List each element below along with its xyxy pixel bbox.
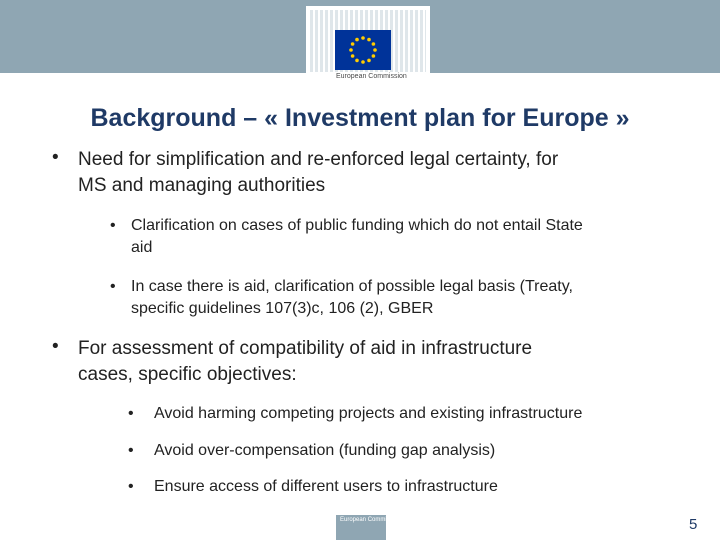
sub-bullet-item xyxy=(128,476,694,498)
bullet-item-1 xyxy=(52,147,678,199)
bullet-text-line: For assessment of compatibility of aid in infrastructure xyxy=(78,338,533,359)
bullet-text-line: MS and managing authorities xyxy=(78,175,326,196)
bullet-text-line: cases, specific objectives: xyxy=(78,364,297,385)
sub-bullet-item xyxy=(110,276,691,320)
bullet-text-line: Need for simplification and re-enforced legal certainty, for xyxy=(78,149,559,170)
sub-bullet-item xyxy=(110,215,691,259)
bullet-marker: • xyxy=(52,147,59,168)
page-number: 5 xyxy=(689,516,698,533)
sub-bullet-text-line: aid xyxy=(131,239,153,256)
footer-logo xyxy=(336,515,401,540)
bullet-marker: • xyxy=(52,336,59,357)
logo-text: European Commission xyxy=(336,73,407,80)
footer-logo-text: European Commission xyxy=(340,517,401,523)
bullet-marker: • xyxy=(110,217,116,234)
slide-title: Background – « Investment plan for Europe » xyxy=(90,104,630,132)
sub-bullet-item xyxy=(128,403,694,425)
sub-bullet-text-line: Clarification on cases of public funding which do not entail State xyxy=(131,217,583,234)
bullet-marker: • xyxy=(128,442,134,459)
sub-bullet-text-line: Ensure access of different users to infrastructure xyxy=(154,478,498,495)
european-commission-logo xyxy=(306,6,430,96)
sub-bullet-item xyxy=(128,440,694,462)
sub-bullet-text-line: Avoid harming competing projects and existing infrastructure xyxy=(154,405,583,422)
bullet-marker: • xyxy=(110,278,116,295)
eu-flag-icon xyxy=(335,30,391,70)
bullet-marker: • xyxy=(128,478,134,495)
sub-bullet-text-line: Avoid over-compensation (funding gap analysis) xyxy=(154,442,496,459)
bullet-item-2 xyxy=(52,336,678,388)
sub-bullet-text-line: specific guidelines 107(3)c, 106 (2), GBER xyxy=(131,300,434,317)
bullet-marker: • xyxy=(128,405,134,422)
sub-bullet-text-line: In case there is aid, clarification of possible legal basis (Treaty, xyxy=(131,278,573,295)
